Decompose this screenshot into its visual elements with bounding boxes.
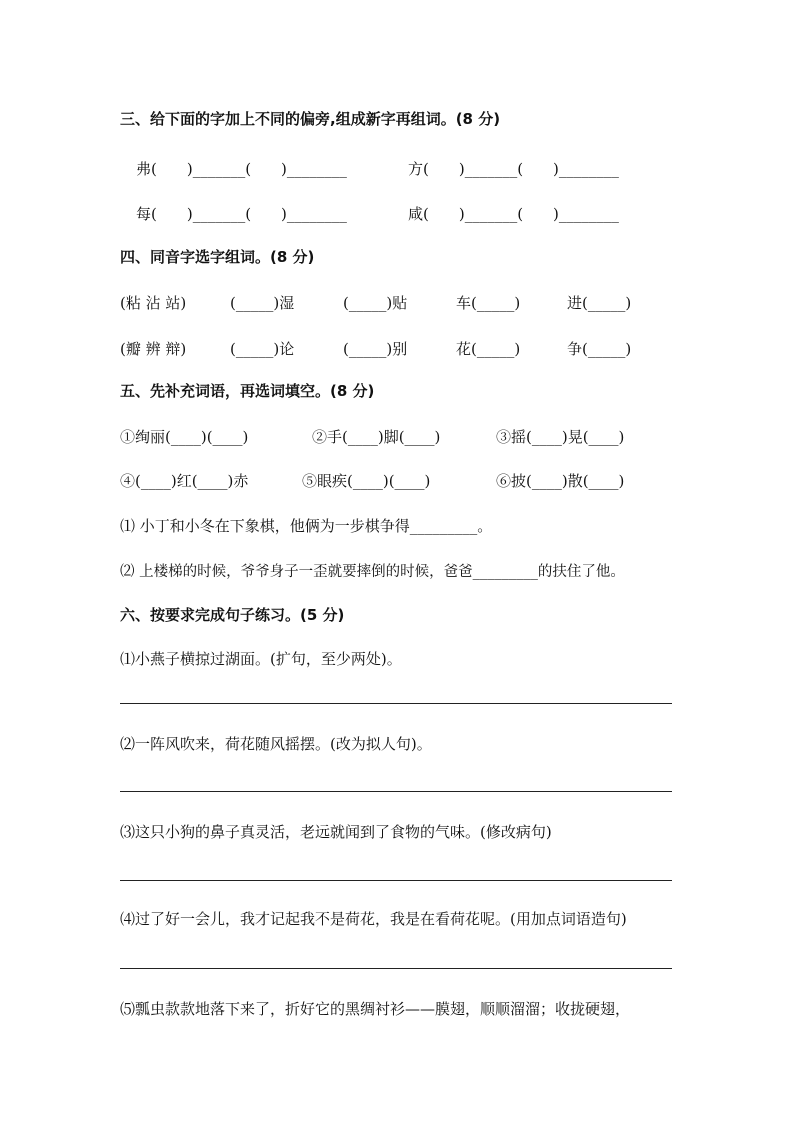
s6-question-2: ⑵一阵风吹来，荷花随风摇摆。(改为拟人句)。 — [120, 735, 432, 753]
s4-r2-c2: (_____)别 — [343, 340, 408, 358]
s5-r1-c0: ①绚丽(____)(____) — [120, 428, 249, 446]
s4-r1-c4: 进(_____) — [567, 294, 632, 312]
section-6-title: 六、按要求完成句子练习。(5 分) — [120, 606, 345, 624]
s4-r1-c3: 车(_____) — [456, 294, 521, 312]
s5-r1-c1: ②手(____)脚(____) — [312, 428, 441, 446]
answer-line-1[interactable] — [120, 703, 672, 704]
s5-question-1: ⑴ 小丁和小冬在下象棋，他俩为一步棋争得_________。 — [120, 517, 493, 535]
s5-r2-c1: ⑤眼疾(____)(____) — [302, 472, 431, 490]
s4-r2-c3: 花(_____) — [456, 340, 521, 358]
answer-line-4[interactable] — [120, 968, 672, 969]
answer-line-3[interactable] — [120, 880, 672, 881]
s4-r2-c4: 争(_____) — [567, 340, 632, 358]
s5-r2-c0: ④(____)红(____)赤 — [120, 472, 249, 490]
s6-question-5: ⑸瓢虫款款地落下来了，折好它的黑绸衬衫——膜翅，顺顺溜溜；收拢硬翅， — [120, 1000, 631, 1018]
section-4-title: 四、同音字选字组词。(8 分) — [120, 248, 315, 266]
s3-row1-right: 方( )_______( )________ — [408, 160, 619, 178]
s6-question-3: ⑶这只小狗的鼻子真灵活，老远就闻到了食物的气味。(修改病句) — [120, 823, 552, 841]
s5-r1-c2: ③摇(____)晃(____) — [496, 428, 625, 446]
s5-question-2: ⑵ 上楼梯的时候，爷爷身子一歪就要摔倒的时候，爸爸_________的扶住了他。 — [120, 564, 625, 580]
s6-question-1: ⑴小燕子横掠过湖面。(扩句，至少两处)。 — [120, 650, 402, 668]
section-5-title: 五、先补充词语，再选词填空。(8 分) — [120, 382, 375, 400]
s4-r1-c1: (_____)湿 — [230, 294, 295, 312]
s5-r2-c2: ⑥披(____)散(____) — [496, 472, 625, 490]
s3-row2-right: 咸( )_______( )________ — [408, 205, 619, 223]
s3-row2-left: 每( )_______( )________ — [136, 205, 347, 223]
s4-r2-c1: (_____)论 — [230, 340, 295, 358]
s4-r1-c2: (_____)贴 — [343, 294, 408, 312]
s4-r1-c0: (粘 沾 站) — [120, 294, 187, 312]
section-3-title: 三、给下面的字加上不同的偏旁,组成新字再组词。(8 分) — [120, 110, 501, 128]
s3-row1-left: 弗( )_______( )________ — [136, 160, 347, 178]
s4-r2-c0: (瓣 辨 辩) — [120, 340, 187, 358]
answer-line-2[interactable] — [120, 791, 672, 792]
s6-question-4: ⑷过了好一会儿，我才记起我不是荷花，我是在看荷花呢。(用加点词语造句) — [120, 910, 627, 928]
